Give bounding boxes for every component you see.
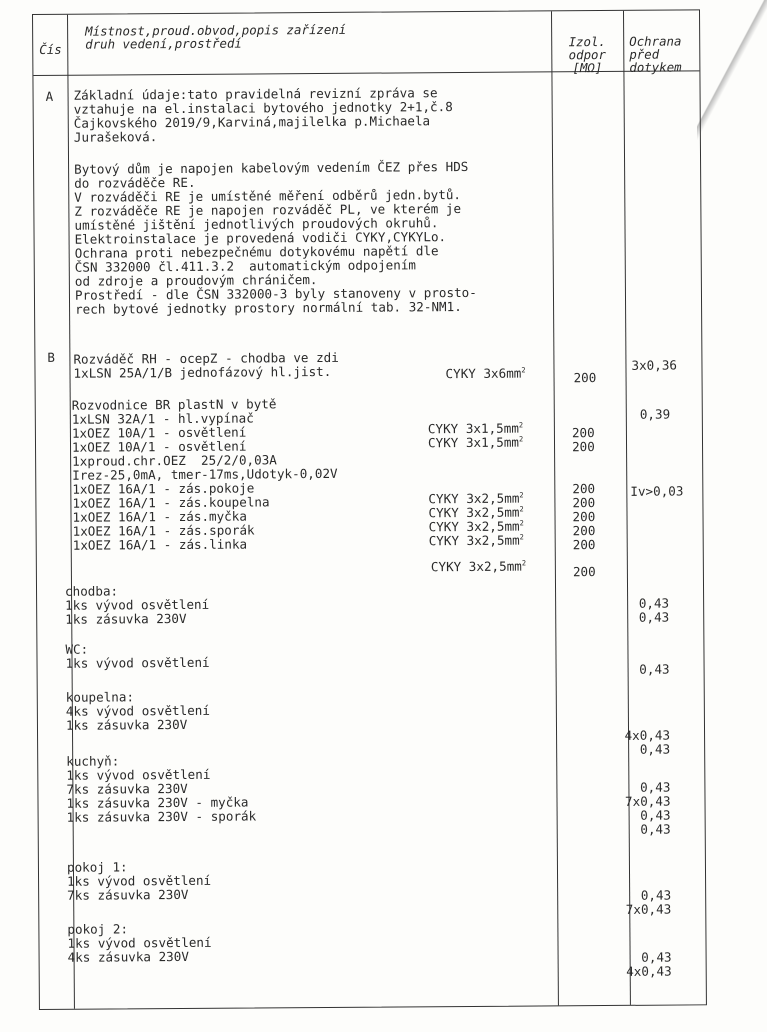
section-a-line: Bytový dům je napojen kabelovým vedením ČEZ přes HDS <box>74 158 469 177</box>
room-item: 1ks zásuvka 230V - sporák <box>66 808 257 825</box>
circuit-cable-unit-exponent: 2 <box>519 519 524 528</box>
room-name: pokoj 2: <box>67 921 129 937</box>
circuit-desc: 1xOEZ 10A/1 - osvětlení <box>71 438 247 455</box>
room-protection-value: 0,43 <box>638 595 670 611</box>
room-name: pokoj 1: <box>66 859 128 875</box>
circuit-cable-unit-exponent: 2 <box>519 533 524 542</box>
header-col-desc-line2: druh vedení,prostředí <box>85 35 242 52</box>
circuit-isolation: 200 <box>572 537 596 553</box>
circuit-isolation: 200 <box>572 481 596 497</box>
room-protection-value: 0,43 <box>640 821 671 837</box>
circuit-desc: 1xOEZ 16A/1 - zás.pokoje <box>72 480 255 497</box>
circuit-cable-text: CYKY 3x2,5mm <box>428 490 520 507</box>
circuit-isolation: 200 <box>571 425 595 441</box>
circuit-cable-unit-exponent: 2 <box>518 421 524 430</box>
room-protection-value: 4x0,43 <box>624 727 671 743</box>
section-a-line: vztahuje na el.instalaci bytového jednotky 2+1,č.8 <box>73 99 453 117</box>
circuit-cable-text: CYKY 3x2,5mm <box>428 504 520 521</box>
br-title: Rozvodnice BR plastN v bytě <box>71 396 277 413</box>
room-protection-value: 0,43 <box>640 779 671 795</box>
scan-artifact <box>697 0 767 140</box>
header-col-prot-line2: před <box>629 46 660 62</box>
section-a-line: Elektroinstalace je provedená vodiči CYKY,CYKYLo. <box>74 229 447 247</box>
circuit-desc: 1xOEZ 16A/1 - zás.myčka <box>72 508 247 525</box>
room-name: koupelna: <box>65 689 135 705</box>
room-protection-value: 7x0,43 <box>625 901 672 917</box>
circuit-isolation: 200 <box>572 495 596 511</box>
circuit-isolation: 200 <box>571 439 595 455</box>
room-protection-value: 7x0,43 <box>624 793 671 809</box>
circuit-desc: Irez-25,0mA, tmer-17ms,Udotyk-0,02V <box>72 465 338 483</box>
room-name: chodba: <box>64 583 119 599</box>
section-a-line: rech bytové jednotky prostory normální tab. 32-NM1. <box>75 299 462 317</box>
header-col-prot-line3: dotykem <box>629 59 682 75</box>
room-item: 1ks vývod osvětlení <box>66 766 211 783</box>
room-protection-value: 0,43 <box>638 609 670 625</box>
circuit-cable-unit-exponent: 2 <box>518 435 524 444</box>
circuit-desc: 1xOEZ 16A/1 - zás.linka <box>72 536 248 553</box>
section-a-line: Z rozváděče RE je napojen rozváděč PL, ve kterém je <box>74 201 462 219</box>
section-a-line: Základní údaje:tato pravidelná revizní zpráva se <box>73 85 438 103</box>
circuit-cable-text: CYKY 3x2,5mm <box>428 518 520 535</box>
circuit-cable <box>428 436 523 451</box>
section-a-line: Ochrana proti nebezpečnému dotykovému napětí dle <box>74 243 439 261</box>
room-protection-value: 4x0,43 <box>626 963 672 979</box>
section-a-line: od zdroje a proudovým chráničem. <box>74 272 318 289</box>
rh-line-1: Rozváděč RH - ocepZ - chodba ve zdi <box>73 349 339 367</box>
br-protection-rcd: Iv>0,03 <box>630 483 684 499</box>
room-protection-value: 0,43 <box>640 807 671 823</box>
circuit-cable-text: CYKY 3x1,5mm <box>427 434 520 451</box>
circuit-cable <box>429 534 524 549</box>
room-protection-value: 0,43 <box>639 741 671 757</box>
room-item: 1ks vývod osvětlení <box>67 872 212 889</box>
room-item: 1ks vývod osvětlení <box>65 596 210 613</box>
room-protection-value: 0,43 <box>641 949 672 965</box>
room-item: 1ks zásuvka 230V - myčka <box>66 794 249 811</box>
header-col-iso-line3: [MΩ] <box>572 60 603 76</box>
column-divider <box>623 11 631 1005</box>
circuit-desc: 1xOEZ 10A/1 - osvětlení <box>71 424 247 441</box>
header-col-iso-line2: odpor <box>568 46 607 63</box>
header-col-prot-line1: Ochrana <box>629 33 682 49</box>
room-item: 1ks zásuvka 230V <box>65 610 187 627</box>
header-col-number: Čís <box>39 41 62 57</box>
section-a-marker: A <box>45 88 54 104</box>
room-item: 1ks vývod osvětlení <box>67 934 212 951</box>
rh-isolation: 200 <box>573 370 597 386</box>
room-item: 1ks vývod osvětlení <box>65 654 210 671</box>
extra-cable: CYKY $3x2,5mm^2$ <box>430 558 527 575</box>
room-protection-value: 0,43 <box>640 887 672 903</box>
section-b-marker: B <box>47 349 56 365</box>
circuit-cable-text: CYKY 3x1,5mm <box>427 420 519 437</box>
circuit-cable-unit-exponent: 2 <box>519 505 524 514</box>
revision-table <box>32 9 707 1010</box>
circuit-isolation: 200 <box>572 509 596 525</box>
extra-cable-isolation: 200 <box>572 564 596 580</box>
circuit-cable-unit-exponent: 2 <box>519 491 524 500</box>
br-protection-main: 0,39 <box>639 406 671 422</box>
room-item: 4ks zásuvka 230V <box>67 948 189 965</box>
section-a-line: umístěné jištění jednotlivých proudových okruhů. <box>74 215 439 233</box>
header-col-desc-line1: Místnost,proud.obvod,popis zařízení <box>85 21 347 39</box>
room-name: WC: <box>65 641 89 657</box>
section-a-line: ČSN 332000 čl.411.3.2 automatickým odpojením <box>74 257 417 275</box>
rh-cable: CYKY $3x6mm^2$ <box>445 365 526 382</box>
room-item: 1ks zásuvka 230V <box>65 716 188 733</box>
circuit-desc: 1xOEZ 16A/1 - zás.koupelna <box>72 494 270 511</box>
circuit-desc: 1xLSN 32A/1 - hl.vypínač <box>71 410 254 427</box>
section-a-line: Čajkovského 2019/9,Karviná,majilelka p.Michaela <box>73 113 431 131</box>
header-col-iso-line1: Izol. <box>568 33 606 50</box>
room-name: kuchyň: <box>66 753 120 769</box>
rh-line-2: 1xLSN 25A/1/B jednofázový hl.jist. <box>73 363 332 381</box>
rh-protection: 3x0,36 <box>631 357 678 373</box>
column-divider <box>551 11 559 1005</box>
section-a-line: V rozváděči RE je umístěné měření odběrů jedn.bytů. <box>74 187 462 205</box>
section-a-line: Jurašeková. <box>73 129 158 145</box>
room-item: 7ks zásuvka 230V <box>66 780 188 797</box>
circuit-isolation: 200 <box>572 523 596 539</box>
section-a-line: do rozváděče RE. <box>74 174 196 191</box>
circuit-desc: 1xproud.chr.OEZ 25/2/0,03A <box>72 452 277 469</box>
section-a-line: Prostředí - dle ČSN 332000-3 byly stanoveny v prosto- <box>74 284 477 303</box>
room-item: 7ks zásuvka 230V <box>67 886 189 903</box>
room-protection-value: 0,43 <box>639 661 670 677</box>
room-item: 4ks vývod osvětlení <box>65 702 210 719</box>
circuit-desc: 1xOEZ 16A/1 - zás.sporák <box>72 522 255 539</box>
circuit-cable-text: CYKY 3x2,5mm <box>428 532 520 549</box>
